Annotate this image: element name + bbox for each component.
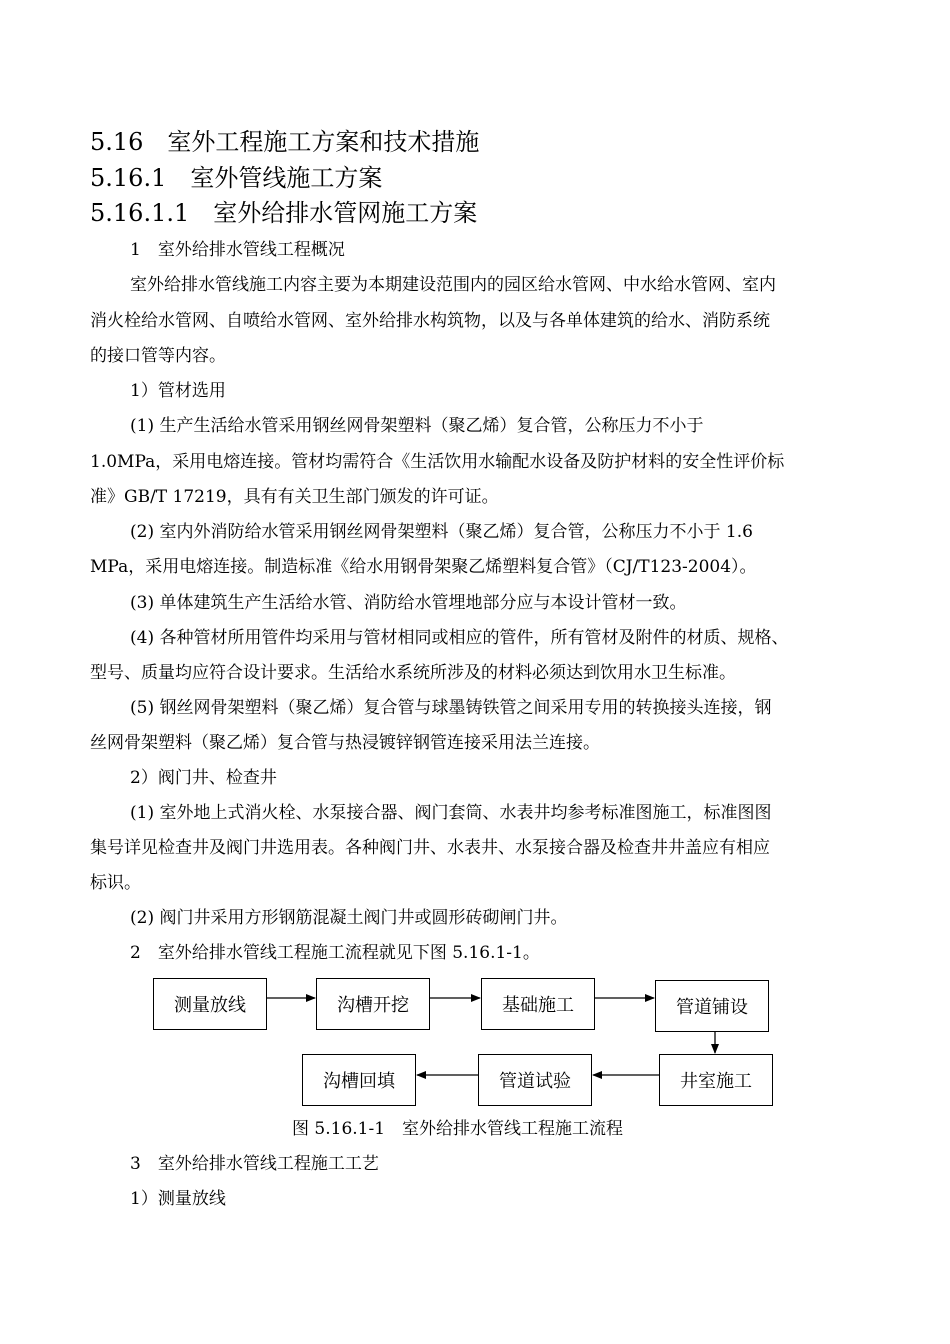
section-1-title: 1 室外给排水管线工程概况	[130, 240, 345, 260]
overview-line-2: 消火栓给水管网、自喷给水管网、室外给排水构筑物，以及与各单体建筑的给水、消防系统	[90, 311, 770, 331]
pipe-item-1-line-1: (1) 生产生活给水管采用钢丝网骨架塑料（聚乙烯）复合管，公称压力不小于	[130, 416, 704, 436]
flow-step-foundation: 基础施工	[481, 978, 595, 1030]
pipe-item-1-line-3: 准》GB/T 17219，具有有关卫生部门颁发的许可证。	[90, 487, 499, 507]
well-item-1-line-1: (1) 室外地上式消火栓、水泵接合器、阀门套筒、水表井均参考标准图施工，标准图图	[130, 803, 772, 823]
pipe-item-2-line-2: MPa，采用电熔连接。制造标准《给水用钢骨架聚乙烯塑料复合管》（CJ/T123-2004）。	[90, 557, 757, 577]
heading-5-16-1-1: 5.16.1.1 室外给排水管网施工方案	[90, 199, 478, 227]
pipe-material-title: 1）管材选用	[130, 381, 226, 401]
flow-step-pipe-laying: 管道铺设	[655, 980, 769, 1032]
well-item-1-line-2: 集号详见检查井及阀门井选用表。各种阀门井、水表井、水泵接合器及检查井井盖应有相应	[90, 838, 770, 858]
well-title: 2）阀门井、检查井	[130, 768, 277, 788]
heading-5-16-1: 5.16.1 室外管线施工方案	[90, 164, 383, 192]
pipe-item-5-line-2: 丝网骨架塑料（聚乙烯）复合管与热浸镀锌钢管连接采用法兰连接。	[90, 733, 600, 753]
section-3-title: 3 室外给排水管线工程施工工艺	[130, 1154, 379, 1174]
overview-line-1: 室外给排水管线施工内容主要为本期建设范围内的园区给水管网、中水给水管网、室内	[130, 275, 776, 295]
pipe-item-3: (3) 单体建筑生产生活给水管、消防给水管埋地部分应与本设计管材一致。	[130, 593, 687, 613]
well-item-1-line-3: 标识。	[90, 873, 141, 893]
pipe-item-4-line-2: 型号、质量均应符合设计要求。生活给水系统所涉及的材料必须达到饮用水卫生标准。	[90, 663, 736, 683]
heading-5-16: 5.16 室外工程施工方案和技术措施	[90, 128, 480, 156]
flow-step-backfill: 沟槽回填	[302, 1054, 416, 1106]
well-item-2: (2) 阀门井采用方形钢筋混凝土阀门井或圆形砖砌闸门井。	[130, 908, 568, 928]
pipe-item-1-line-2: 1.0MPa，采用电熔连接。管材均需符合《生活饮用水输配水设备及防护材料的安全性评价标	[90, 452, 785, 472]
pipe-item-5-line-1: (5) 钢丝网骨架塑料（聚乙烯）复合管与球墨铸铁管之间采用专用的转换接头连接，钢	[130, 698, 772, 718]
flow-step-well-construction: 井室施工	[659, 1054, 773, 1106]
pipe-item-2-line-1: (2) 室内外消防给水管采用钢丝网骨架塑料（聚乙烯）复合管，公称压力不小于 1.6	[130, 522, 753, 542]
figure-caption: 图 5.16.1-1 室外给排水管线工程施工流程	[292, 1119, 624, 1139]
overview-line-3: 的接口管等内容。	[90, 346, 226, 366]
pipe-item-4-line-1: (4) 各种管材所用管件均采用与管材相同或相应的管件，所有管材及附件的材质、规格、	[130, 628, 789, 648]
section-3-sub-1: 1）测量放线	[130, 1189, 226, 1209]
flow-step-pipe-testing: 管道试验	[478, 1054, 592, 1106]
flow-step-trench-excavation: 沟槽开挖	[316, 978, 430, 1030]
flow-step-survey: 测量放线	[153, 978, 267, 1030]
section-2-title: 2 室外给排水管线工程施工流程就见下图 5.16.1-1。	[130, 943, 540, 963]
